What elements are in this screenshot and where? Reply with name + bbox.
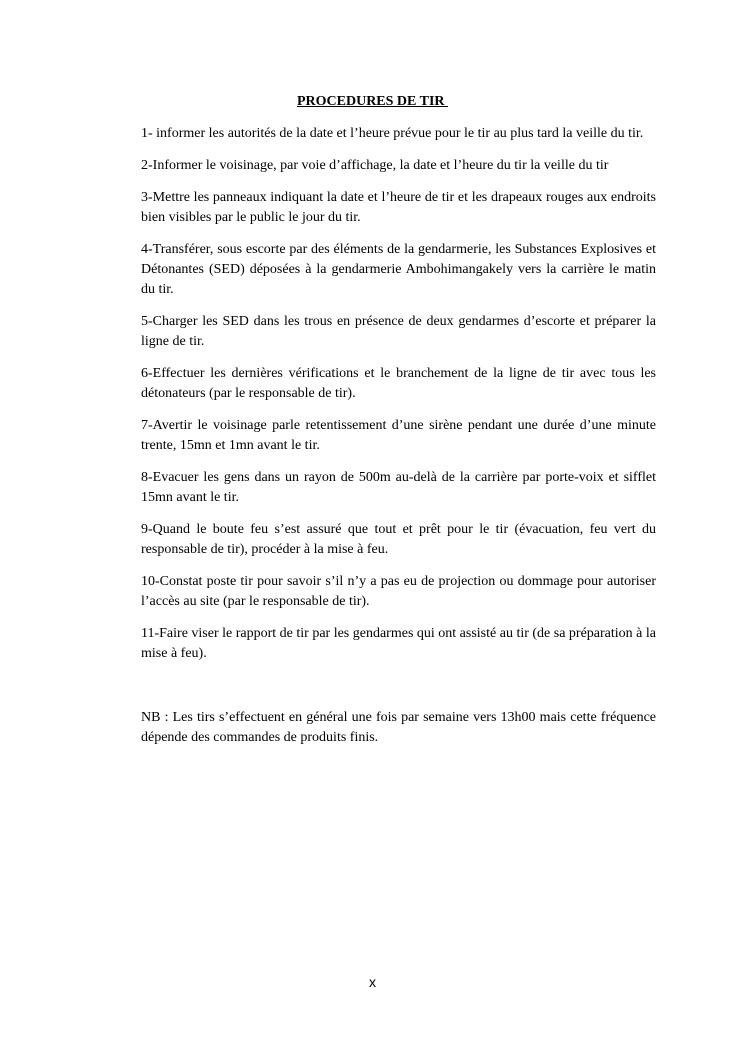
- procedure-item-2: 2-Informer le voisinage, par voie d’affichage, la date et l’heure du tir la veille du tir: [141, 158, 609, 173]
- note-paragraph: NB : Les tirs s’effectuent en général une fois par semaine vers 13h00 mais cette fréquence dépende des commandes de produits finis.: [141, 710, 656, 745]
- procedure-item-6: 6-Effectuer les dernières vérifications et le branchement de la ligne de tir avec tous les détonateurs (par le responsable de tir).: [141, 366, 656, 401]
- procedure-item-7: 7-Avertir le voisinage parle retentissement d’une sirène pendant une durée d’une minute trente, 15mn et 1mn avant le tir.: [141, 418, 656, 453]
- document-title: PROCEDURES DE TIR: [296, 94, 449, 109]
- procedure-item-8: 8-Evacuer les gens dans un rayon de 500m au-delà de la carrière par porte-voix et sifflet 15mn avant le tir.: [141, 470, 656, 505]
- procedure-item-1: 1- informer les autorités de la date et l’heure prévue pour le tir au plus tard la veille du tir.: [141, 126, 644, 141]
- procedure-item-9: 9-Quand le boute feu s’est assuré que tout et prêt pour le tir (évacuation, feu vert du responsable de tir), procéder à la mise à feu.: [141, 522, 656, 557]
- procedure-list: [141, 124, 656, 762]
- procedure-item-3: 3-Mettre les panneaux indiquant la date et l’heure de tir et les drapeaux rouges aux endroits bien visibles par le public le jour du tir.: [141, 190, 656, 225]
- procedure-item-5: 5-Charger les SED dans les trous en présence de deux gendarmes d’escorte et préparer la ligne de tir.: [141, 314, 656, 349]
- page-number: x: [369, 974, 376, 990]
- procedure-item-10: 10-Constat poste tir pour savoir s’il n’y a pas eu de projection ou dommage pour autoriser l’accès au site (par le responsable de tir).: [141, 574, 656, 609]
- procedure-item-11: 11-Faire viser le rapport de tir par les gendarmes qui ont assisté au tir (de sa préparation à la mise à feu).: [141, 626, 656, 661]
- procedure-item-4: 4-Transférer, sous escorte par des éléments de la gendarmerie, les Substances Explosives et Détonantes (SED) déposées à la gendarmerie Ambohimangakely vers la carrière le matin du tir.: [141, 242, 656, 297]
